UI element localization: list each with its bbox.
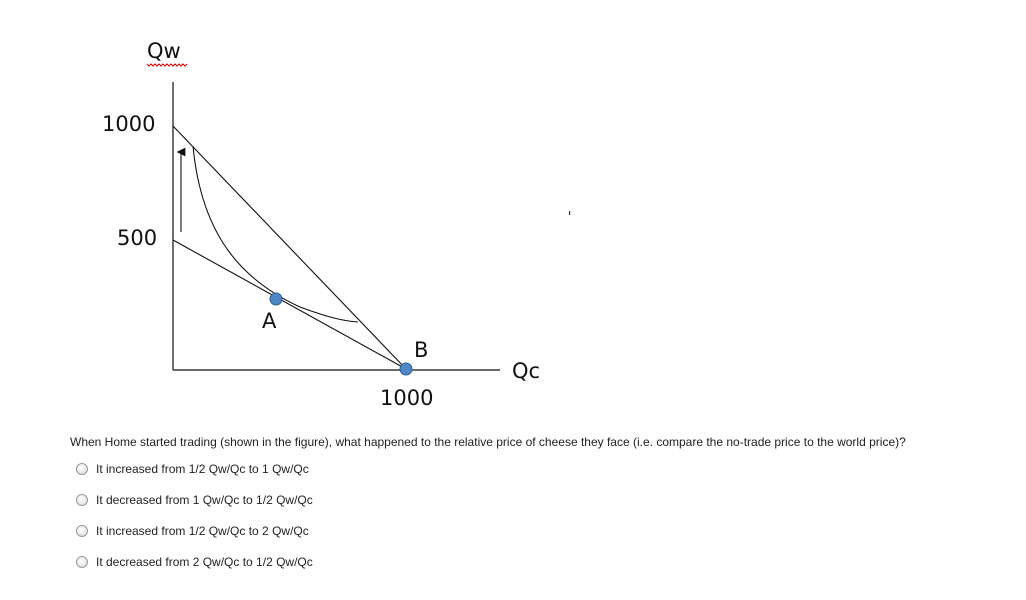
- point-a: [270, 293, 282, 305]
- autarky-price-line: [173, 240, 406, 369]
- answer-option-4[interactable]: [76, 553, 313, 571]
- stray-mark: [569, 211, 570, 215]
- answer-option-1[interactable]: [76, 460, 309, 478]
- point-a-label: A: [262, 309, 277, 333]
- answer-option-label: It decreased from 2 Qw/Qc to 1/2 Qw/Qc: [96, 555, 313, 569]
- spellcheck-squiggle: [147, 64, 187, 66]
- radio-button-icon[interactable]: [76, 463, 88, 475]
- point-b-label: B: [414, 338, 429, 362]
- x-axis-label: Qc: [512, 359, 541, 383]
- radio-button-icon[interactable]: [76, 556, 88, 568]
- answer-option-2[interactable]: [76, 491, 313, 509]
- answer-option-label: It increased from 1/2 Qw/Qc to 2 Qw/Qc: [96, 524, 309, 538]
- point-b: [400, 363, 412, 375]
- x-tick-1000: 1000: [380, 386, 434, 410]
- y-axis-label: Qw: [147, 39, 181, 63]
- y-tick-500: 500: [117, 226, 158, 250]
- radio-button-icon[interactable]: [76, 525, 88, 537]
- answer-option-3[interactable]: [76, 522, 309, 540]
- answer-option-label: It decreased from 1 Qw/Qc to 1/2 Qw/Qc: [96, 493, 313, 507]
- answer-option-label: It increased from 1/2 Qw/Qc to 1 Qw/Qc: [96, 462, 309, 476]
- y-tick-1000: 1000: [102, 112, 156, 136]
- radio-button-icon[interactable]: [76, 494, 88, 506]
- world-price-line: [173, 126, 406, 369]
- question-text: When Home started trading (shown in the figure), what happened to the relative price of cheese they face (i.e. compare the no-trade price to the world price)?: [70, 435, 906, 449]
